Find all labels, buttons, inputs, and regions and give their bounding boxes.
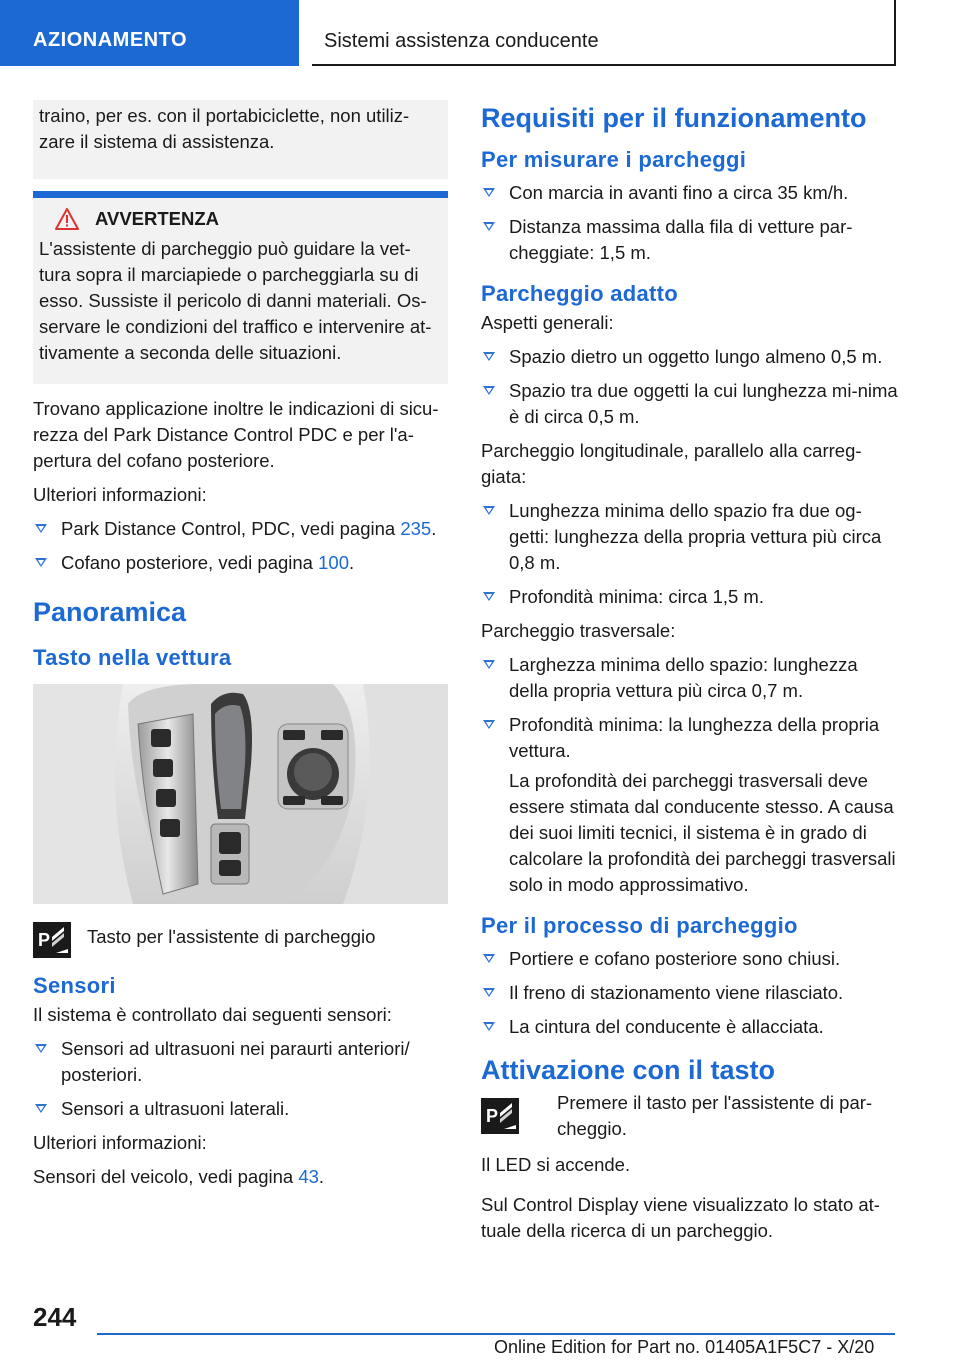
footer-edition: Online Edition for Part no. 01405A1F5C7 - X/20 xyxy=(494,1337,875,1357)
aspetti-list xyxy=(481,344,901,430)
list-item: La cintura del conducente è allacciata. xyxy=(481,1014,901,1040)
sensori-list xyxy=(33,1036,448,1122)
chapter-title: Sistemi assistenza conducente xyxy=(312,0,896,66)
misurare-list xyxy=(481,180,901,266)
parking-assistant-button-icon xyxy=(481,1098,519,1134)
list-item: Portiere e cofano posteriore sono chiusi. xyxy=(481,946,901,972)
heading-processo: Per il processo di parcheggio xyxy=(481,913,798,938)
activation-row xyxy=(481,1090,901,1142)
reference-list xyxy=(33,516,448,576)
bullet-triangle-icon xyxy=(483,188,495,197)
heading-requisiti: Requisiti per il funzionamento xyxy=(481,103,867,133)
heading-tasto: Tasto nella vettura xyxy=(33,645,232,670)
sensori-intro: Il sistema è controllato dai seguenti sensori: xyxy=(33,1004,392,1025)
safety-paragraph: Trovano applicazione inoltre le indicazioni di sicu-rezza del Park Distance Control PDC e per l'a-pertura del cofano posteriore. xyxy=(33,398,439,471)
list-item: Cofano posteriore, vedi pagina 100. xyxy=(33,550,448,576)
bullet-triangle-icon xyxy=(483,988,495,997)
list-item: Lunghezza minima dello spazio fra due og-getti: lunghezza della propria vettura più circa 0,8 m. xyxy=(481,498,901,576)
right-column xyxy=(481,100,901,1252)
processo-list xyxy=(481,946,901,1040)
bullet-triangle-icon xyxy=(483,660,495,669)
longitudinale-label: Parcheggio longitudinale, parallelo alla carreg-giata: xyxy=(481,440,862,487)
trasversale-note: La profondità dei parcheggi trasversali deve essere stimata dal conducente stesso. A causa dei suoi limiti tecnici, il sistema è in grado di calcolare la profondità dei parcheggi trasversali solo in modo approssimativo. xyxy=(509,770,896,895)
page-header xyxy=(0,0,960,66)
heading-misurare: Per misurare i parcheggi xyxy=(481,147,747,172)
warning-title: AVVERTENZA xyxy=(95,208,220,229)
photo-caption xyxy=(33,922,448,958)
heading-panoramica: Panoramica xyxy=(33,597,187,627)
bullet-triangle-icon xyxy=(483,1022,495,1031)
svg-text:P: P xyxy=(38,930,51,950)
page-link-100[interactable]: 100 xyxy=(318,552,349,573)
bullet-triangle-icon xyxy=(483,506,495,515)
bullet-triangle-icon xyxy=(483,222,495,231)
warning-box xyxy=(33,191,448,384)
page-number: 244 xyxy=(33,1302,77,1332)
more-info-label-2: Ulteriori informazioni: xyxy=(33,1132,207,1153)
bullet-triangle-icon xyxy=(35,1104,47,1113)
list-item: Larghezza minima dello spazio: lunghezza della propria vettura più circa 0,7 m. xyxy=(481,652,901,704)
list-item: Spazio dietro un oggetto lungo almeno 0,5 m. xyxy=(481,344,901,370)
bullet-triangle-icon xyxy=(483,954,495,963)
sensori-reference: Sensori del veicolo, vedi pagina 43. xyxy=(33,1166,325,1187)
list-item: Il freno di stazionamento viene rilasciato. xyxy=(481,980,901,1006)
bullet-triangle-icon xyxy=(35,524,47,533)
list-item: Spazio tra due oggetti la cui lunghezza mi-nima è di circa 0,5 m. xyxy=(481,378,901,430)
list-item: Con marcia in avanti fino a circa 35 km/h. xyxy=(481,180,901,206)
list-item: Profondità minima: la lunghezza della propria vettura. La profondità dei parcheggi trasversali deve essere stimata dal conducente stesso. A causa dei suoi limiti tecnici, il sistema è in grado di calcolare la profondità dei parcheggi trasversali solo in modo approssimativo. xyxy=(481,712,901,898)
page-link-235[interactable]: 235 xyxy=(400,518,432,539)
aspetti-label: Aspetti generali: xyxy=(481,312,614,333)
list-item: Park Distance Control, PDC, vedi pagina 235. xyxy=(33,516,448,542)
warning-text: L'assistente di parcheggio può guidare la vet-tura sopra il marciapiede o parcheggiarla su di esso. Sussiste il pericolo di danni materiali. Os-servare le condizioni del traffico e intervenire at-tivamente a seconda delle situazioni. xyxy=(39,238,432,363)
activation-text: Premere il tasto per l'assistente di par-cheggio. xyxy=(557,1092,873,1139)
bullet-triangle-icon xyxy=(483,386,495,395)
intro-note-text: traino, per es. con il portabiciclette, non utiliz-zare il sistema di assistenza. xyxy=(39,105,410,152)
svg-text:P: P xyxy=(486,1106,499,1126)
bullet-triangle-icon xyxy=(35,558,47,567)
display-text: Sul Control Display viene visualizzato lo stato at-tuale della ricerca di un parcheggio. xyxy=(481,1194,880,1241)
section-tab: AZIONAMENTO xyxy=(0,0,299,66)
warning-triangle-icon xyxy=(55,208,79,230)
more-info-label: Ulteriori informazioni: xyxy=(33,484,207,505)
parking-assistant-button-icon xyxy=(33,922,71,958)
footer-divider xyxy=(97,1333,895,1335)
list-item: Sensori ad ultrasuoni nei paraurti anteriori/ posteriori. xyxy=(33,1036,448,1088)
caption-text: Tasto per l'assistente di parcheggio xyxy=(87,926,376,947)
longitudinale-list xyxy=(481,498,901,610)
trasversale-label: Parcheggio trasversale: xyxy=(481,620,676,641)
bullet-triangle-icon xyxy=(483,720,495,729)
list-item: Sensori a ultrasuoni laterali. xyxy=(33,1096,448,1122)
heading-sensori: Sensori xyxy=(33,973,116,998)
list-item: Distanza massima dalla fila di vetture par-cheggiate: 1,5 m. xyxy=(481,214,901,266)
bullet-triangle-icon xyxy=(483,592,495,601)
bullet-triangle-icon xyxy=(483,352,495,361)
list-item: Profondità minima: circa 1,5 m. xyxy=(481,584,901,610)
left-column xyxy=(33,100,448,1198)
heading-adatto: Parcheggio adatto xyxy=(481,281,679,306)
trasversale-list xyxy=(481,652,901,898)
center-console-photo xyxy=(33,684,448,904)
led-text: Il LED si accende. xyxy=(481,1154,631,1175)
intro-note-box xyxy=(33,100,448,179)
bullet-triangle-icon xyxy=(35,1044,47,1053)
page-link-43[interactable]: 43 xyxy=(298,1166,319,1187)
heading-attivazione: Attivazione con il tasto xyxy=(481,1055,776,1085)
warning-heading xyxy=(39,208,440,230)
